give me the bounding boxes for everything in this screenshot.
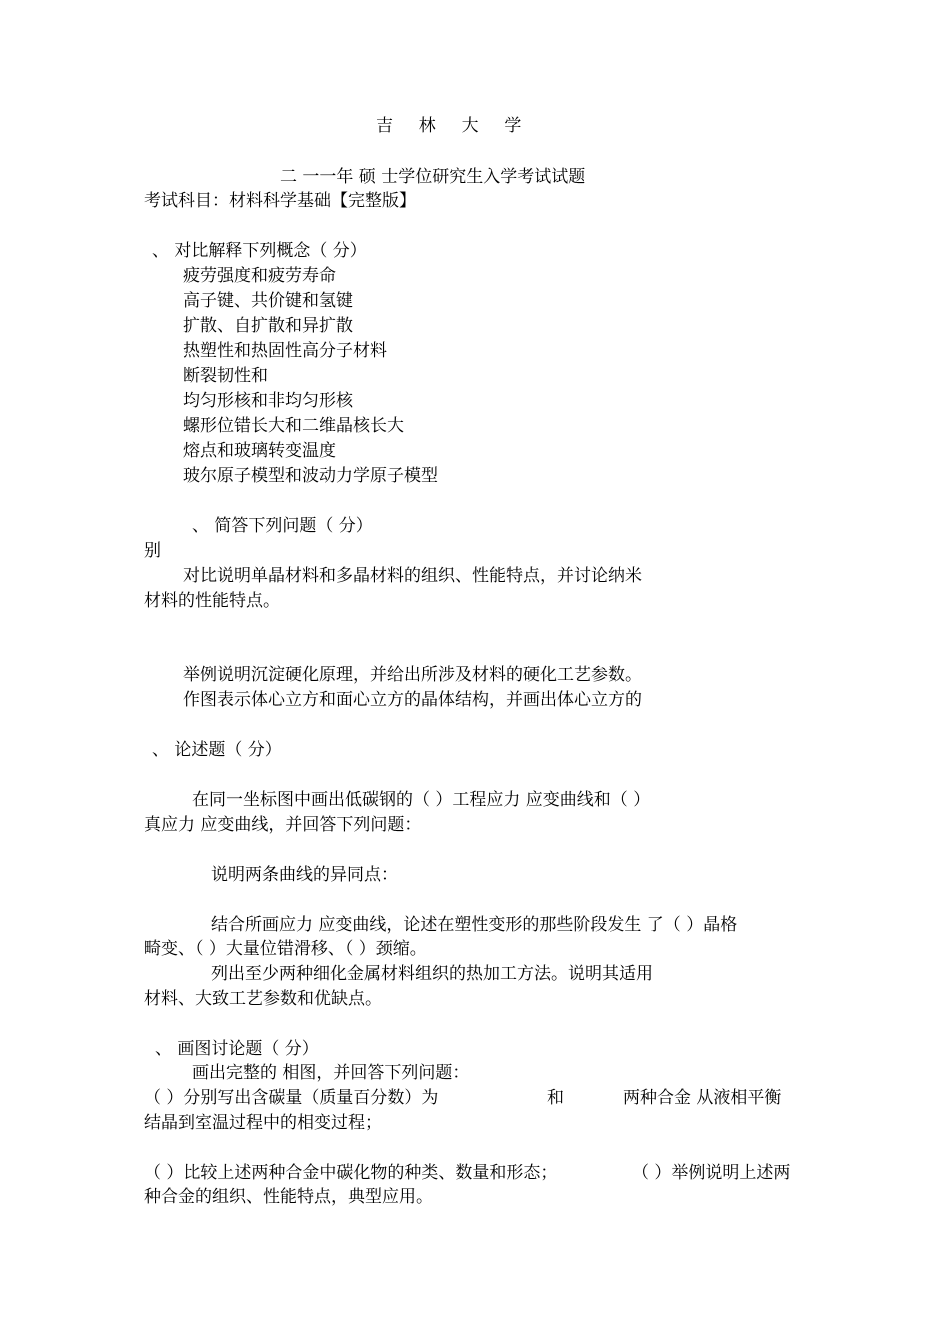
section-1-heading: 、 对比解释下列概念（ 分） <box>152 241 367 261</box>
section-1-item: 断裂韧性和 <box>183 366 268 386</box>
section-2-question-2: 举例说明沉淀硬化原理，并给出所涉及材料的硬化工艺参数。 <box>183 665 642 685</box>
exam-title: 二 一一年 硕 士学位研究生入学考试试题 <box>280 167 586 187</box>
section-3-sub-2: 结合所画应力 应变曲线，论述在塑性变形的那些阶段发生 了（ ）晶格 <box>211 915 738 935</box>
section-1-item: 高子键、共价键和氢键 <box>183 291 353 311</box>
section-1-item: 均匀形核和非均匀形核 <box>183 391 353 411</box>
section-4-part-a: （ ）分别写出含碳量（质量百分数）为 <box>144 1088 439 1108</box>
section-3-heading: 、 论述题（ 分） <box>152 740 282 760</box>
section-1-item: 玻尔原子模型和波动力学原子模型 <box>183 466 438 486</box>
section-3-sub-2-cont: 畸变、（ ）大量位错滑移、（ ）颈缩。 <box>144 939 427 959</box>
section-3-question-1-cont: 真应力 应变曲线，并回答下列问题： <box>144 815 422 835</box>
section-3-question-1: 在同一坐标图中画出低碳钢的（ ）工程应力 应变曲线和（ ） <box>192 790 651 810</box>
exam-subject: 考试科目：材料科学基础【完整版】 <box>144 191 416 211</box>
section-4-part-a-and: 和 <box>547 1088 564 1108</box>
section-1-item: 螺形位错长大和二维晶核长大 <box>183 416 404 436</box>
university-name: 吉 林 大 学 <box>376 116 532 136</box>
section-3-question-2-cont: 材料、大致工艺参数和优缺点。 <box>144 989 382 1009</box>
section-4-part-c-cont: 种合金的组织、性能特点，典型应用。 <box>144 1187 433 1207</box>
section-2-question-1-cont: 材料的性能特点。 <box>144 591 280 611</box>
section-4-part-a-cont: 结晶到室温过程中的相变过程； <box>144 1113 382 1133</box>
section-1-item: 熔点和玻璃转变温度 <box>183 441 336 461</box>
section-1-item: 热塑性和热固性高分子材料 <box>183 341 387 361</box>
section-3-sub-1: 说明两条曲线的异同点： <box>211 865 398 885</box>
section-2-heading: 、 简答下列问题（ 分） <box>192 516 373 536</box>
section-4-heading: 、 画图讨论题（ 分） <box>155 1039 319 1059</box>
section-2-question-3: 作图表示体心立方和面心立方的晶体结构，并画出体心立方的 <box>183 690 642 710</box>
section-1-item: 扩散、自扩散和异扩散 <box>183 316 353 336</box>
section-4-part-a-right: 两种合金 从液相平衡 <box>623 1088 782 1108</box>
section-2-stray-char: 别 <box>144 541 161 561</box>
section-4-intro: 画出完整的 相图，并回答下列问题： <box>192 1063 470 1083</box>
section-4-part-b: （ ）比较上述两种合金中碳化物的种类、数量和形态； <box>144 1163 558 1183</box>
section-4-part-c: （ ）举例说明上述两 <box>632 1163 791 1183</box>
section-3-question-2: 列出至少两种细化金属材料组织的热加工方法。说明其适用 <box>211 964 653 984</box>
section-1-item: 疲劳强度和疲劳寿命 <box>183 266 336 286</box>
section-2-question-1: 对比说明单晶材料和多晶材料的组织、性能特点，并讨论纳米 <box>183 566 642 586</box>
